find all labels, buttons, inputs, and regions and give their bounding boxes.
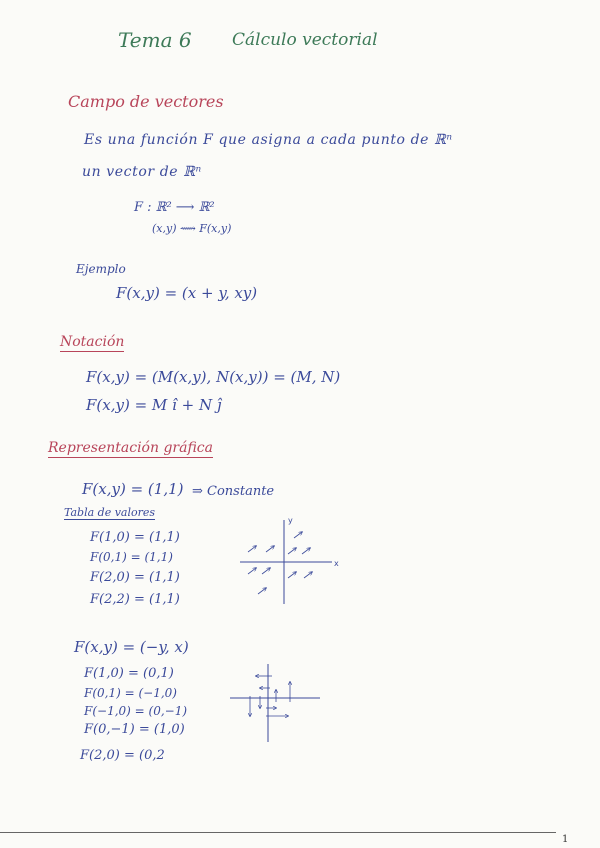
example2-equation: F(x,y) = (−y, x) (74, 638, 189, 656)
page-number: 1 (562, 834, 569, 845)
arrow (294, 532, 302, 538)
y-axis-label: y (288, 516, 293, 525)
example1-equation: F(x,y) = (1,1) (82, 480, 184, 498)
notation-equation-1: F(x,y) = (M(x,y), N(x,y)) = (M, N) (86, 368, 341, 386)
definition-line-2: un vector de ℝⁿ (82, 164, 202, 180)
arrow (262, 568, 270, 574)
rotational-field-diagram (226, 662, 326, 744)
arrow (248, 568, 256, 574)
heading-notacion: Notación (60, 334, 125, 350)
arrow (248, 546, 256, 552)
example1-row: F(0,1) = (1,1) (90, 550, 173, 564)
example2-row: F(2,0) = (0,2 (80, 748, 165, 763)
map-rule: (x,y) ⟿ F(x,y) (152, 222, 232, 235)
example2-row: F(0,−1) = (1,0) (84, 722, 185, 737)
arrow (288, 572, 296, 578)
arrow (258, 588, 266, 594)
heading-representacion-grafica: Representación gráfica (48, 440, 213, 456)
field-arrows (250, 676, 290, 716)
arrow (302, 548, 310, 554)
arrow (288, 548, 296, 554)
example1-row: F(2,2) = (1,1) (90, 592, 180, 607)
bottom-rule (0, 832, 556, 833)
table-of-values-label: Tabla de valores (64, 506, 156, 519)
example2-row: F(1,0) = (0,1) (84, 666, 174, 681)
title-subject: Cálculo vectorial (232, 30, 378, 50)
example1-row: F(2,0) = (1,1) (90, 570, 180, 585)
example-label: Ejemplo (76, 262, 126, 276)
map-signature: F : ℝ² ⟶ ℝ² (134, 200, 215, 215)
example1-row: F(1,0) = (1,1) (90, 530, 180, 545)
notation-equation-2: F(x,y) = M î + N ĵ (86, 396, 222, 414)
example2-row: F(0,1) = (−1,0) (84, 686, 177, 700)
title-tema: Tema 6 (118, 28, 192, 52)
definition-line-1: Es una función F que asigna a cada punto de ℝⁿ (84, 132, 453, 148)
heading-campo-de-vectores: Campo de vectores (68, 92, 224, 111)
arrow (266, 546, 274, 552)
example2-row: F(−1,0) = (0,−1) (84, 704, 188, 718)
constant-field-diagram (236, 514, 346, 606)
example-equation: F(x,y) = (x + y, xy) (116, 284, 258, 302)
example1-note: ⇒ Constante (192, 484, 275, 499)
x-axis-label: x (334, 559, 339, 568)
field-arrows (248, 532, 312, 594)
arrow (304, 572, 312, 578)
